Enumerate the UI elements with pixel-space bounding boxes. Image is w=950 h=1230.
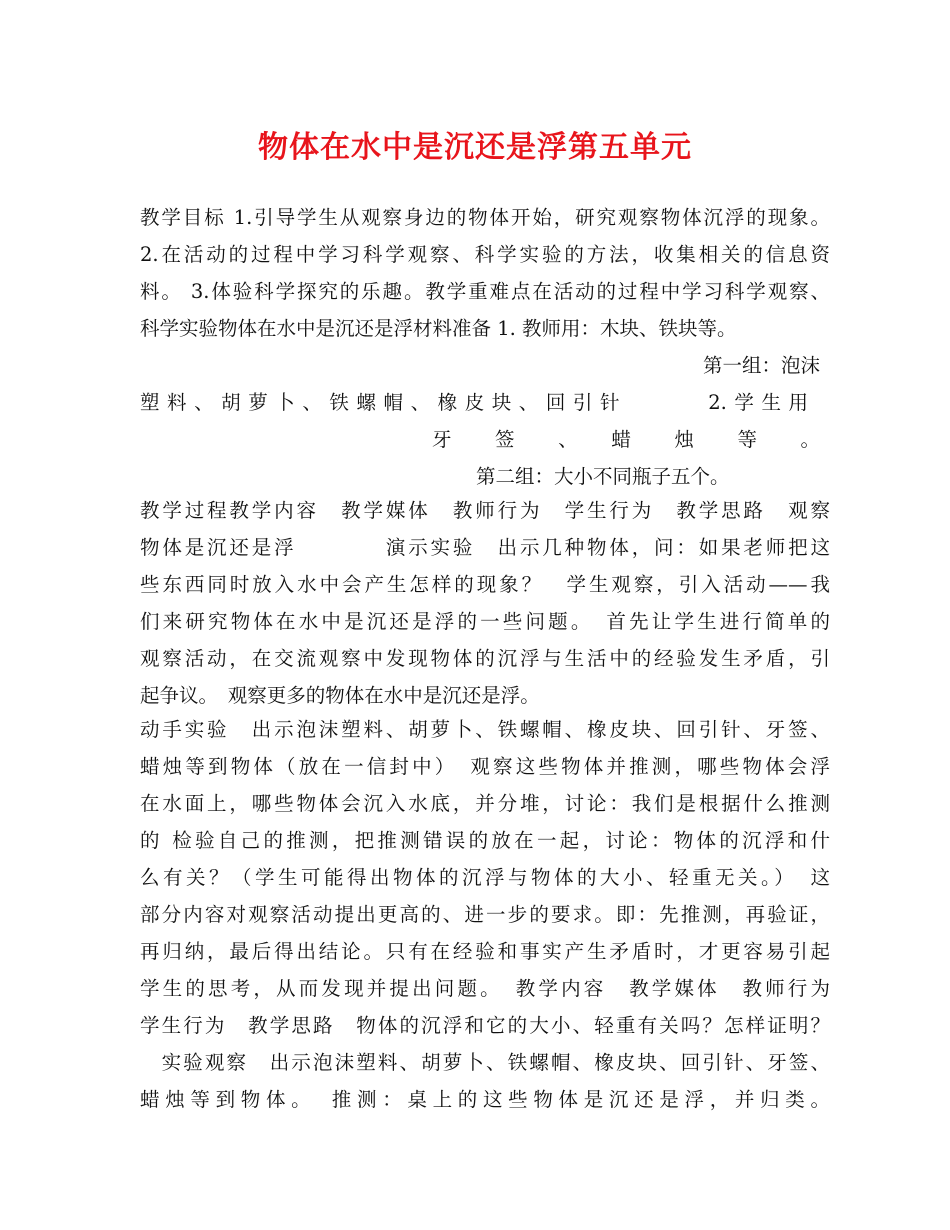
body-line: 动手实验 出示泡沫塑料、胡萝卜、铁螺帽、橡皮块、回引针、牙签、 [140, 718, 830, 741]
body-line: 第一组：泡沫 [702, 354, 820, 377]
body-line: 些东西同时放入水中会产生怎样的现象？ 学生观察，引入活动——我 [140, 573, 830, 596]
body-line: 牙 签 、 蜡 烛 等 。 [432, 428, 820, 451]
body-line: 第二组：大小不同瓶子五个。 [476, 465, 730, 488]
document-title: 物体在水中是沉还是浮第五单元 [258, 130, 692, 165]
body-line: 再归纳，最后得出结论。只有在经验和事实产生矛盾时，才更容易引起 [140, 940, 830, 963]
body-line: 蜡烛等到物体（放在一信封中） 观察这些物体并推测，哪些物体会浮 [140, 755, 830, 778]
body-line: 科学实验物体在水中是沉还是浮材料准备 1. 教师用：木块、铁块等。 [140, 317, 737, 340]
body-line: 蜡烛等到物体。 推测：桌上的这些物体是沉还是浮，并归类。 [140, 1088, 830, 1111]
body-line: 在水面上，哪些物体会沉入水底，并分堆，讨论：我们是根据什么推测 [140, 792, 830, 815]
body-line: 么有关？（学生可能得出物体的沉浮与物体的大小、轻重无关。） 这 [140, 866, 830, 889]
body-line: 部分内容对观察活动提出更高的、进一步的要求。即：先推测，再验证， [140, 903, 830, 926]
body-line: 的 检验自己的推测，把推测错误的放在一起，讨论：物体的沉浮和什 [140, 829, 830, 852]
body-line: 实验观察 出示泡沫塑料、胡萝卜、铁螺帽、橡皮块、回引针、牙签、 [140, 1051, 830, 1074]
body-line: 塑料、胡萝卜、铁螺帽、橡皮块、回引针 2.学生用 [140, 391, 808, 414]
body-line: 起争议。 观察更多的物体在水中是沉还是浮。 [140, 684, 540, 707]
body-line: 物体是沉还是浮 演示实验 出示几种物体，问：如果老师把这 [140, 536, 830, 559]
body-line: 观察活动，在交流观察中发现物体的沉浮与生活中的经验发生矛盾，引 [140, 647, 830, 670]
body-line: 教学过程教学内容 教学媒体 教师行为 学生行为 教学思路 观察 [140, 499, 830, 522]
body-line: 教学目标 1.引导学生从观察身边的物体开始，研究观察物体沉浮的现象。 [140, 206, 830, 229]
body-line: 们来研究物体在水中是沉还是浮的一些问题。 首先让学生进行简单的 [140, 610, 830, 633]
body-line: 学生行为 教学思路 物体的沉浮和它的大小、轻重有关吗？怎样证明？ [140, 1014, 830, 1037]
body-line: 2.在活动的过程中学习科学观察、科学实验的方法，收集相关的信息资 [140, 243, 830, 266]
body-line: 料。 3.体验科学探究的乐趣。教学重难点在活动的过程中学习科学观察、 [140, 280, 830, 303]
body-line: 学生的思考，从而发现并提出问题。 教学内容 教学媒体 教师行为 [140, 977, 830, 1000]
